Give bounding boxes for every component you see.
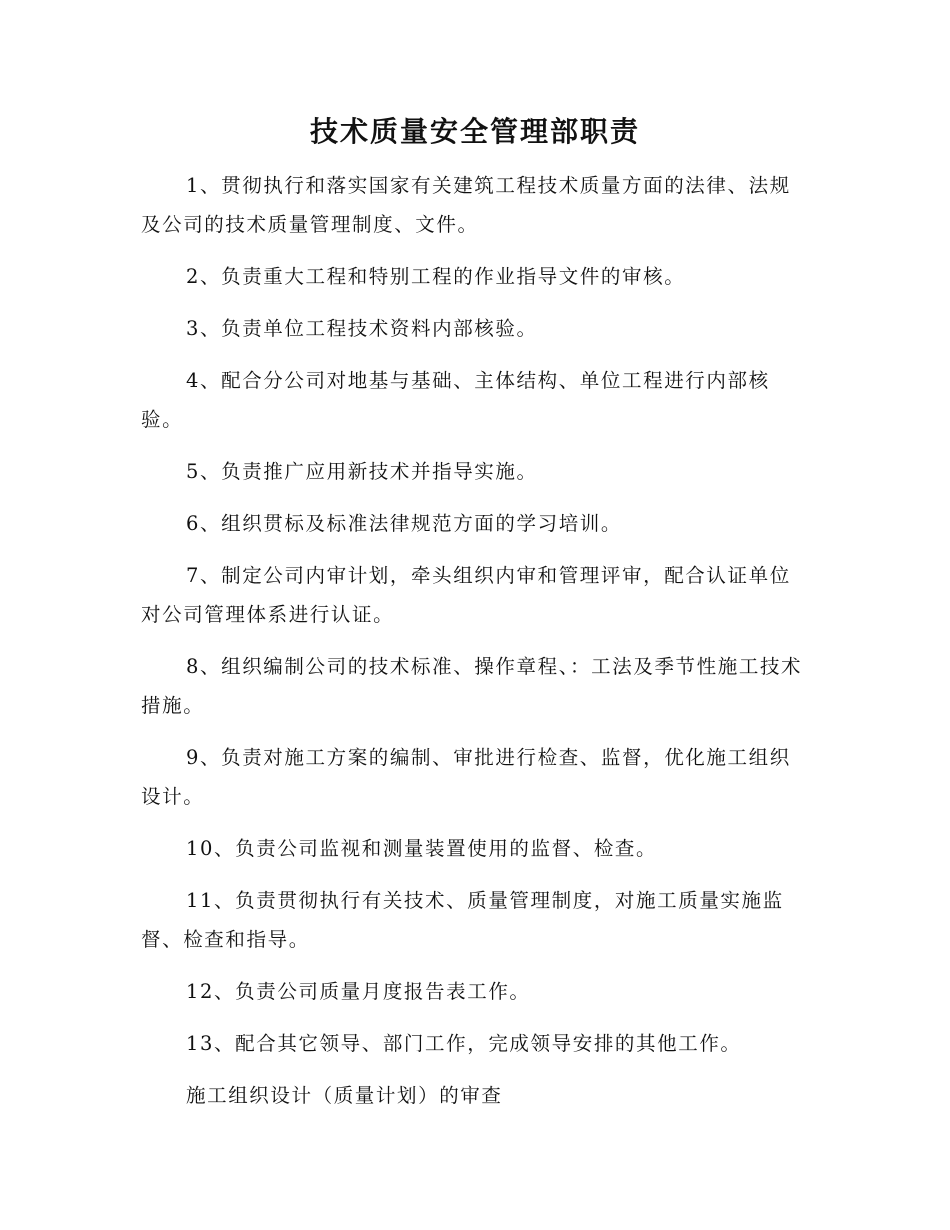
paragraph-12: 12、负责公司质量月度报告表工作。 bbox=[186, 980, 531, 1003]
document-body bbox=[141, 166, 811, 1128]
paragraph-9: 9、负责对施工方案的编制、审批进行检查、监督，优化施工组织设计。 bbox=[141, 746, 791, 808]
paragraph-10: 10、负责公司监视和测量装置使用的监督、检查。 bbox=[186, 837, 658, 860]
paragraph-1: 1、贯彻执行和落实国家有关建筑工程技术质量方面的法律、法规及公司的技术质量管理制度、文件。 bbox=[141, 174, 791, 236]
paragraph-6: 6、组织贯标及标准法律规范方面的学习培训。 bbox=[186, 512, 623, 535]
paragraph-3: 3、负责单位工程技术资料内部核验。 bbox=[186, 317, 538, 340]
paragraph-5: 5、负责推广应用新技术并指导实施。 bbox=[186, 460, 538, 483]
section-heading: 施工组织设计（质量计划）的审查 bbox=[186, 1084, 503, 1107]
paragraph-2: 2、负责重大工程和特别工程的作业指导文件的审核。 bbox=[186, 265, 686, 288]
paragraph-13: 13、配合其它领导、部门工作，完成领导安排的其他工作。 bbox=[186, 1032, 742, 1055]
paragraph-4: 4、配合分公司对地基与基础、主体结构、单位工程进行内部核验。 bbox=[141, 369, 770, 431]
paragraph-7: 7、制定公司内审计划，牵头组织内审和管理评审，配合认证单位对公司管理体系进行认证。 bbox=[141, 564, 791, 626]
paragraph-8: 8、组织编制公司的技术标准、操作章程、：工法及季节性施工技术措施。 bbox=[141, 655, 803, 717]
document-title: 技术质量安全管理部职责 bbox=[309, 115, 640, 148]
paragraph-11: 11、负责贯彻执行有关技术、质量管理制度，对施工质量实施监督、检查和指导。 bbox=[141, 889, 784, 951]
